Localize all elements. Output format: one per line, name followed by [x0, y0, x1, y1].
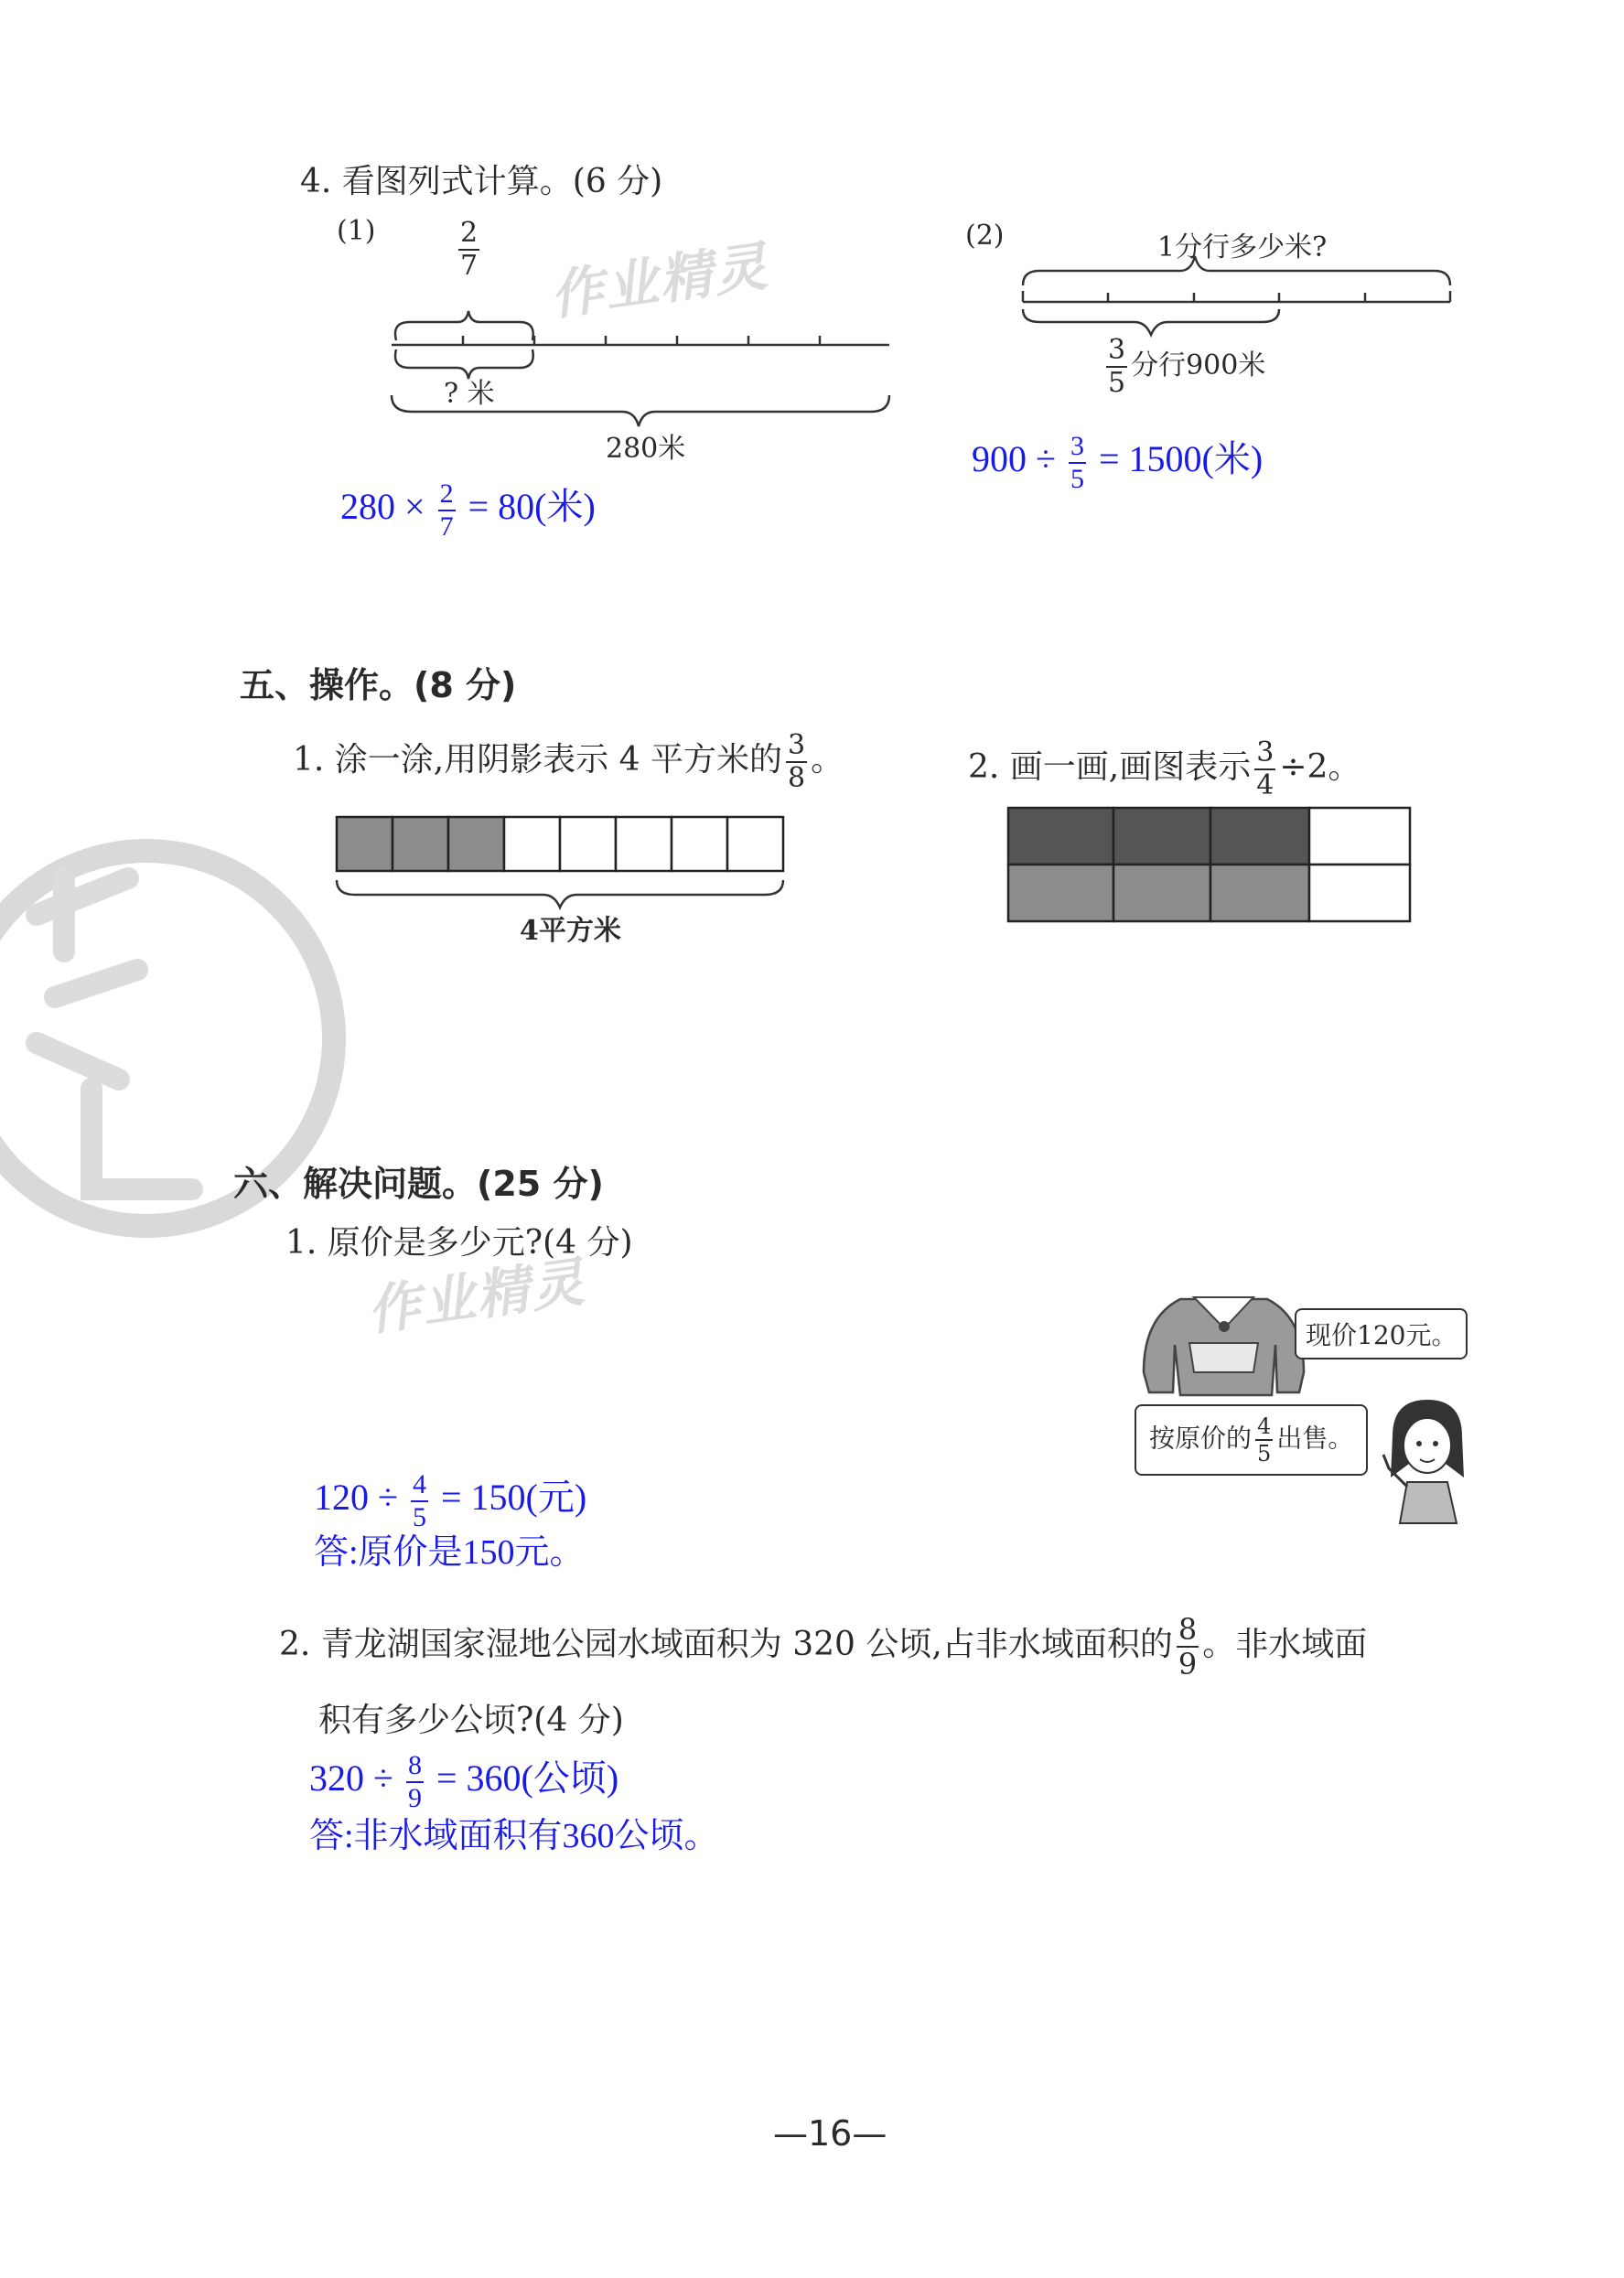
- p2-answer-den: 5: [1070, 463, 1084, 494]
- s5-q2-den: 4: [1256, 769, 1274, 801]
- p1-answer-right: = 80(米): [468, 486, 596, 527]
- p2-frac-den: 5: [1108, 367, 1126, 399]
- speech-post: 出售。: [1276, 1423, 1354, 1454]
- s6-q2-line2: 积有多少公顷?(4 分): [318, 1702, 624, 1739]
- speech-num: 4: [1257, 1413, 1272, 1439]
- s6-q2-answer-text: 答:非水域面积有360公顷。: [309, 1817, 719, 1855]
- page-number: —16—: [773, 2113, 887, 2154]
- p2-answer-left: 900 ÷: [972, 438, 1056, 479]
- s6-q1-answer-left: 120 ÷: [314, 1477, 398, 1518]
- speech-den: 5: [1257, 1441, 1272, 1467]
- p1-frac-den: 7: [460, 250, 479, 282]
- s5-q1-total-label: 4平方米: [520, 915, 621, 947]
- s6-q1-answer-num: 4: [411, 1471, 428, 1502]
- p1-frac-num: 2: [460, 217, 479, 249]
- s6-q2-line1-tail: 。非水域面: [1202, 1626, 1368, 1663]
- p1-total-label: 280米: [606, 433, 686, 465]
- p1-label: (1): [337, 215, 376, 247]
- p1-answer-left: 280 ×: [340, 486, 425, 527]
- s6-q1-answer-den: 5: [412, 1501, 426, 1532]
- s6-q2-line1: [279, 1612, 1368, 1682]
- s6-q2-line1-text: 2. 青龙湖国家湿地公园水域面积为 320 公顷,占非水域面积的: [279, 1626, 1173, 1663]
- s6-q2-answer-left: 320 ÷: [309, 1757, 393, 1799]
- price-tag: 现价120元。: [1295, 1308, 1468, 1359]
- s6-q2-num: 8: [1178, 1612, 1198, 1647]
- s6-q1-answer: [314, 1468, 586, 1531]
- p2-top-label: 1分行多少米?: [1157, 231, 1328, 263]
- s5-q1-num: 3: [788, 729, 806, 761]
- s6-q1-answer-right: = 150(元): [440, 1477, 587, 1518]
- section6-title: 六、解决问题。(25 分): [233, 1164, 604, 1204]
- p2-answer-num: 3: [1069, 433, 1086, 464]
- watermark: 作业精灵: [546, 234, 773, 328]
- s6-q1-text: 1. 原价是多少元?(4 分): [285, 1224, 633, 1262]
- p2-frac-num: 3: [1108, 334, 1126, 366]
- p1-answer-num: 2: [438, 480, 456, 511]
- section4-title: 4. 看图列式计算。(6 分): [300, 163, 663, 200]
- p2-answer-right: = 1500(米): [1098, 438, 1264, 479]
- s6-q1-answer-text: 答:原价是150元。: [314, 1533, 585, 1572]
- p1-part-label: ? 米: [444, 378, 495, 410]
- speech-pre: 按原价的: [1149, 1423, 1253, 1454]
- s6-q2-den: 9: [1178, 1647, 1198, 1682]
- s6-q2-answer-den: 9: [407, 1782, 422, 1813]
- s6-q2-answer-num: 8: [406, 1752, 424, 1783]
- s5-q2-num: 3: [1256, 736, 1274, 768]
- s5-q2-tail: ÷2。: [1279, 748, 1361, 786]
- s6-q2-answer: [309, 1749, 618, 1812]
- p2-label: (2): [965, 220, 1005, 252]
- s5-q2-prompt: 2. 画一画,画图表示: [968, 748, 1252, 786]
- section5-title: 五、操作。(8 分): [240, 665, 517, 705]
- watermark: 作业精灵: [363, 1250, 590, 1343]
- p2-part-text: 分行900米: [1131, 349, 1266, 381]
- s5-q1-prompt: 1. 涂一涂,用阴影表示 4 平方米的: [293, 741, 783, 779]
- p1-answer-den: 7: [439, 510, 454, 542]
- s5-q1-den: 8: [788, 762, 806, 794]
- s5-q1-tail: 。: [811, 741, 844, 779]
- s6-q2-answer-right: = 360(公顷): [436, 1757, 619, 1799]
